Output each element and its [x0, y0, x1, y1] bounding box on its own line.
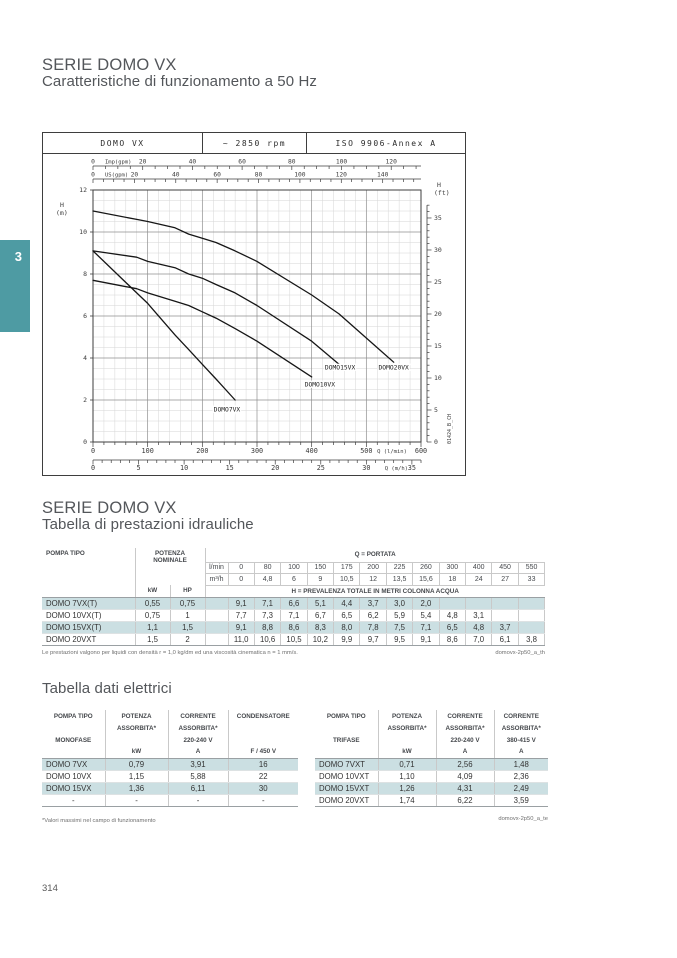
- svg-text:400: 400: [305, 447, 318, 455]
- svg-text:40: 40: [188, 158, 197, 166]
- table-row: TRIFASE 220-240 V 380-415 V: [315, 734, 548, 746]
- table-row: POMPA TIPO POTENZA CORRENTE CORRENTE: [315, 710, 548, 723]
- chart-header-iso: ISO 9906-Annex A: [335, 138, 437, 148]
- pump-curves-plot: [43, 154, 465, 476]
- hydraulic-footnote-right: domovx-2p50_a_th: [495, 650, 545, 656]
- pump-name: DOMO 20VXT: [42, 633, 135, 645]
- svg-text:600: 600: [414, 447, 428, 455]
- svg-text:25: 25: [316, 464, 325, 472]
- table-row: DOMO 20VXT 1,74 6,22 3,59: [315, 794, 548, 806]
- svg-text:120: 120: [335, 171, 347, 179]
- svg-text:(ft): (ft): [434, 189, 450, 197]
- svg-text:30: 30: [362, 464, 371, 472]
- svg-text:0: 0: [90, 447, 96, 455]
- chart-header-rpm: ~ 2850 rpm: [203, 133, 307, 153]
- table-row: - - - -: [42, 794, 298, 806]
- electrical-table-trifase: [315, 710, 548, 807]
- hydraulic-table: [42, 548, 545, 646]
- hydraulic-footnotes: [42, 650, 545, 656]
- page-subtitle: Caratteristiche di funzionamento a 50 Hz: [42, 73, 317, 90]
- table-row: kW A A: [315, 746, 548, 758]
- svg-text:Q (m/h): Q (m/h): [384, 466, 408, 472]
- performance-chart: [42, 132, 466, 476]
- table-row: MONOFASE 220-240 V: [42, 734, 298, 746]
- chart-header-model: DOMO VX: [43, 133, 203, 153]
- svg-text:Imp(gpm): Imp(gpm): [105, 159, 132, 166]
- svg-text:4: 4: [83, 354, 87, 363]
- svg-text:35: 35: [434, 214, 442, 223]
- svg-text:5: 5: [434, 406, 438, 415]
- svg-text:US(gpm): US(gpm): [105, 172, 129, 179]
- table-row: DOMO 7VX(T) 0,55 0,75 9,1 7,1 6,6 5,1 4,4 3,7 3,0 2,0: [42, 597, 545, 609]
- pump-name: DOMO 7VX: [42, 758, 105, 770]
- svg-text:H: H: [437, 181, 441, 189]
- svg-text:20: 20: [138, 158, 147, 166]
- svg-text:100: 100: [294, 171, 306, 179]
- svg-text:300: 300: [250, 447, 264, 455]
- section-tab-number: 3: [14, 249, 22, 264]
- table-row: DOMO 20VXT 1,5 2 11,0 10,6 10,5 10,2 9,9 9,7 9,5 9,1 8,6 7,0 6,1 3,8: [42, 633, 545, 645]
- svg-text:60: 60: [213, 171, 221, 179]
- pump-name: DOMO 15VXT: [315, 782, 378, 794]
- section-tab: [0, 240, 30, 332]
- table-row: DOMO 7VXT 0,71 2,56 1,48: [315, 758, 548, 770]
- svg-text:10: 10: [434, 374, 442, 383]
- pump-name: DOMO 20VXT: [315, 794, 378, 806]
- svg-text:2: 2: [83, 396, 87, 405]
- pump-name: DOMO 7VX(T): [42, 597, 135, 609]
- svg-text:80: 80: [288, 158, 296, 166]
- chart-header: [43, 133, 465, 154]
- section-subtitle-hydraulic: Tabella di prestazioni idrauliche: [42, 516, 254, 533]
- svg-text:0: 0: [434, 438, 438, 447]
- pump-name: DOMO 15VX(T): [42, 621, 135, 633]
- pump-name: DOMO 10VX(T): [42, 609, 135, 621]
- svg-text:40: 40: [171, 171, 180, 179]
- svg-text:25: 25: [434, 278, 442, 287]
- svg-text:500: 500: [360, 447, 373, 455]
- svg-text:15: 15: [434, 342, 442, 351]
- svg-text:0: 0: [90, 464, 96, 472]
- svg-text:H: H: [60, 201, 64, 209]
- page-number: 314: [42, 883, 58, 894]
- svg-text:120: 120: [385, 158, 397, 166]
- pump-name: -: [42, 794, 105, 806]
- svg-text:20: 20: [271, 464, 280, 472]
- pump-name: DOMO 10VXT: [315, 770, 378, 782]
- hydraulic-footnote-left: Le prestazioni valgono per liquidi con densità r = 1,0 kg/dm ed una viscosità cinematica n = 1 mm/s.: [42, 650, 298, 656]
- monofase-table: [42, 710, 298, 807]
- pump-name: DOMO 15VX: [42, 782, 105, 794]
- svg-text:10: 10: [180, 464, 189, 472]
- svg-text:DOMO15VX: DOMO15VX: [324, 364, 356, 372]
- svg-text:80: 80: [254, 171, 263, 179]
- electrical-footnote: *Valori massimi nel campo di funzionamento: [42, 818, 156, 824]
- table-row: l/min 0 80 100 150 175 200 225 260 300 400 450 550: [42, 562, 545, 573]
- table-row: DOMO 15VX(T) 1,1 1,5 9,1 8,8 8,6 8,3 8,0 7,8 7,5 7,1 6,5 4,8 3,7: [42, 621, 545, 633]
- svg-text:0: 0: [91, 171, 95, 179]
- table-row: ASSORBITA* ASSORBITA* ASSORBITA*: [315, 723, 548, 734]
- table-row: kW HP H = PREVALENZA TOTALE IN METRI COLONNA ACQUA: [42, 585, 545, 597]
- table-row: m³/h 0 4,8 6 9 10,5 12 13,5 15,6 18 24 27 33: [42, 573, 545, 585]
- electrical-table-monofase: [42, 710, 298, 807]
- svg-text:0: 0: [83, 438, 87, 447]
- table-row: POMPA TIPO POTENZA NOMINALE Q = PORTATA: [42, 548, 545, 562]
- table-row: kW A F / 450 V: [42, 746, 298, 758]
- section-title-hydraulic: SERIE DOMO VX: [42, 499, 177, 517]
- table-row: DOMO 10VX 1,15 5,88 22: [42, 770, 298, 782]
- table-row: DOMO 10VX(T) 0,75 1 7,7 7,3 7,1 6,7 6,5 6,2 5,9 5,4 4,8 3,1: [42, 609, 545, 621]
- svg-text:(m): (m): [56, 209, 68, 217]
- table-row: DOMO 7VX 0,79 3,91 16: [42, 758, 298, 770]
- svg-text:0: 0: [91, 158, 95, 166]
- svg-text:8: 8: [83, 270, 87, 279]
- svg-text:35: 35: [407, 464, 416, 472]
- svg-text:DOMO10VX: DOMO10VX: [304, 381, 336, 389]
- svg-text:30: 30: [434, 246, 442, 255]
- svg-text:20: 20: [130, 171, 139, 179]
- svg-text:60: 60: [238, 158, 246, 166]
- svg-text:140: 140: [376, 171, 389, 179]
- svg-text:5: 5: [136, 464, 141, 472]
- table-row: DOMO 15VXT 1,26 4,31 2,49: [315, 782, 548, 794]
- svg-text:10: 10: [79, 228, 87, 237]
- table-row: ASSORBITA* ASSORBITA*: [42, 723, 298, 734]
- pump-name: DOMO 10VX: [42, 770, 105, 782]
- svg-text:100: 100: [335, 158, 348, 166]
- svg-text:100: 100: [141, 447, 154, 455]
- svg-text:01424_B_CH: 01424_B_CH: [447, 413, 453, 444]
- trifase-table: [315, 710, 548, 807]
- electrical-code: domovx-2p50_a_te: [498, 816, 548, 822]
- svg-text:15: 15: [225, 464, 234, 472]
- section-title-electrical: Tabella dati elettrici: [42, 680, 172, 697]
- svg-text:200: 200: [196, 447, 209, 455]
- table-row: DOMO 15VX 1,36 6,11 30: [42, 782, 298, 794]
- table-row: DOMO 10VXT 1,10 4,09 2,36: [315, 770, 548, 782]
- svg-text:Q (l/min): Q (l/min): [377, 449, 407, 455]
- svg-text:6: 6: [83, 312, 87, 321]
- svg-text:20: 20: [434, 310, 442, 319]
- svg-text:12: 12: [79, 186, 87, 195]
- hydraulic-performance-table: [42, 548, 545, 646]
- pump-name: DOMO 7VXT: [315, 758, 378, 770]
- svg-text:DOMO7VX: DOMO7VX: [213, 406, 241, 414]
- table-row: POMPA TIPO POTENZA CORRENTE CONDENSATORE: [42, 710, 298, 723]
- svg-text:DOMO20VX: DOMO20VX: [378, 364, 409, 372]
- page-title: SERIE DOMO VX: [42, 56, 177, 74]
